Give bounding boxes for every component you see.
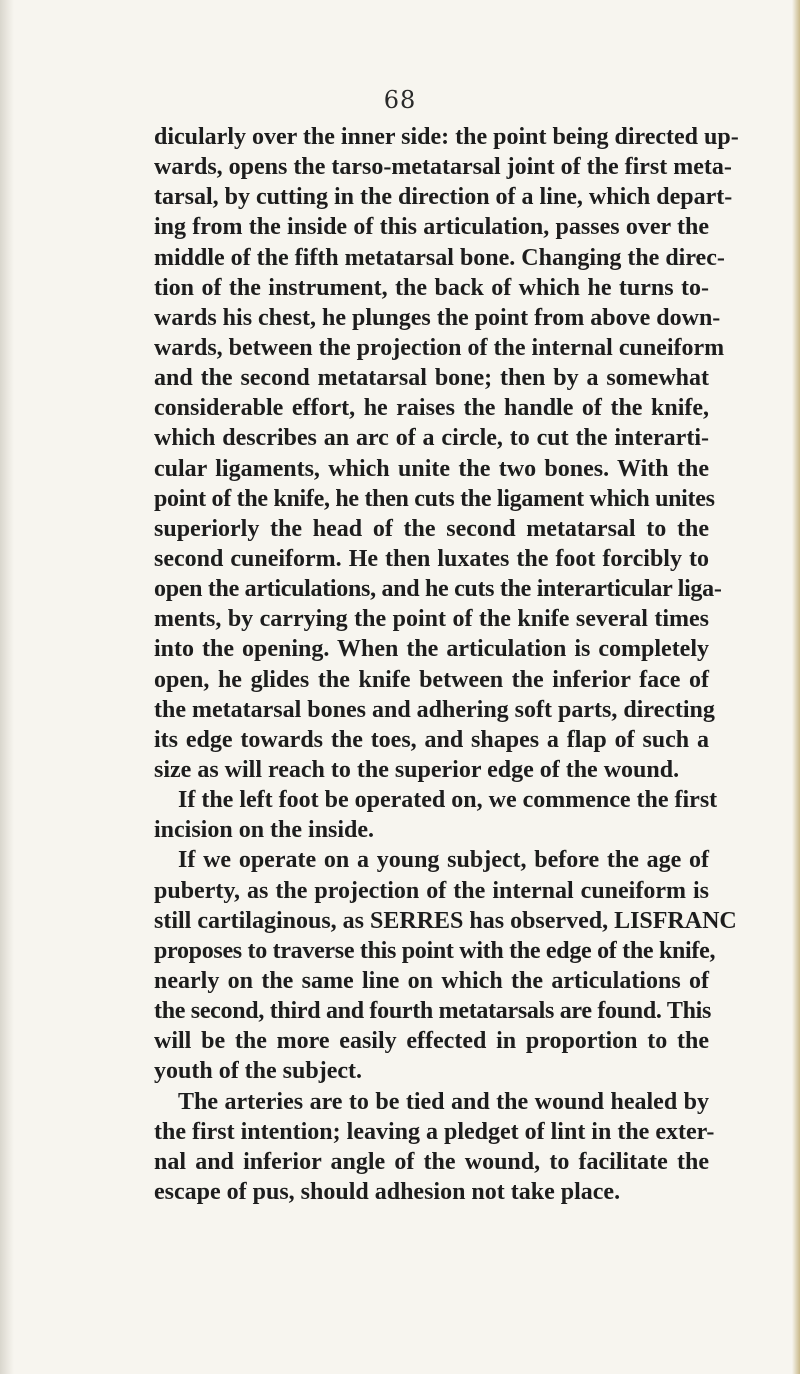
text-line-33: The arteries are to be tied and the wound healed by [178, 1088, 709, 1115]
text-line-21: its edge towards the toes, and shapes a flap of such a [154, 726, 709, 753]
text-line-8: wards, between the projection of the internal cuneiform [154, 334, 725, 361]
body-text [154, 122, 739, 1207]
text-line-22: size as will reach to the superior edge of the wound. [154, 756, 680, 783]
text-line-7: wards his chest, he plunges the point from above down- [154, 304, 721, 331]
text-line-9: and the second metatarsal bone; then by a somewhat [154, 365, 709, 392]
text-line-36: escape of pus, should adhesion not take place. [154, 1178, 621, 1205]
text-line-16: open the articulations, and he cuts the interarticular liga- [154, 576, 722, 603]
text-line-31: will be the more easily effected in proportion to the [154, 1028, 709, 1055]
text-line-29: nearly on the same line on which the articulations of [154, 967, 709, 994]
text-line-4: ing from the inside of this articulation, passes over the [154, 214, 709, 241]
text-line-12: cular ligaments, which unite the two bones. With the [154, 455, 709, 482]
text-line-11: which describes an arc of a circle, to cut the interarti- [154, 425, 709, 452]
text-line-25: If we operate on a young subject, before the age of [178, 847, 709, 874]
text-line-2: wards, opens the tarso-metatarsal joint of the first meta- [154, 154, 732, 181]
text-line-26: puberty, as the projection of the internal cuneiform is [154, 877, 709, 904]
text-line-32: youth of the subject. [154, 1058, 362, 1085]
text-line-34: the first intention; leaving a pledget of lint in the exter- [154, 1118, 715, 1145]
text-line-27: still cartilaginous, as SERRES has observed, LISFRANC [154, 907, 737, 934]
text-line-10: considerable effort, he raises the handle of the knife, [154, 395, 709, 422]
text-line-15: second cuneiform. He then luxates the foot forcibly to [154, 545, 709, 572]
page-right-edge-discoloration [792, 0, 800, 1374]
text-line-6: tion of the instrument, the back of which he turns to- [154, 274, 709, 301]
page-number: 68 [383, 86, 417, 114]
text-line-20: the metatarsal bones and adhering soft parts, directing [154, 696, 715, 723]
text-line-17: ments, by carrying the point of the knife several times [154, 606, 709, 633]
text-line-14: superiorly the head of the second metatarsal to the [154, 515, 709, 542]
text-line-3: tarsal, by cutting in the direction of a line, which depart- [154, 184, 733, 211]
text-line-28: proposes to traverse this point with the edge of the knife, [154, 937, 716, 964]
text-line-35: nal and inferior angle of the wound, to facilitate the [154, 1148, 709, 1175]
text-line-1: dicularly over the inner side: the point being directed up- [154, 124, 739, 150]
text-line-5: middle of the fifth metatarsal bone. Changing the direc- [154, 244, 725, 271]
text-line-18: into the opening. When the articulation is completely [154, 636, 709, 663]
text-line-30: the second, third and fourth metatarsals are found. This [154, 998, 712, 1025]
text-line-24: incision on the inside. [154, 817, 375, 844]
text-line-23: If the left foot be operated on, we commence the first [178, 787, 718, 814]
page-left-edge-shadow [0, 0, 14, 1374]
text-line-19: open, he glides the knife between the inferior face of [154, 666, 709, 693]
text-line-13: point of the knife, he then cuts the ligament which unites [154, 485, 715, 512]
